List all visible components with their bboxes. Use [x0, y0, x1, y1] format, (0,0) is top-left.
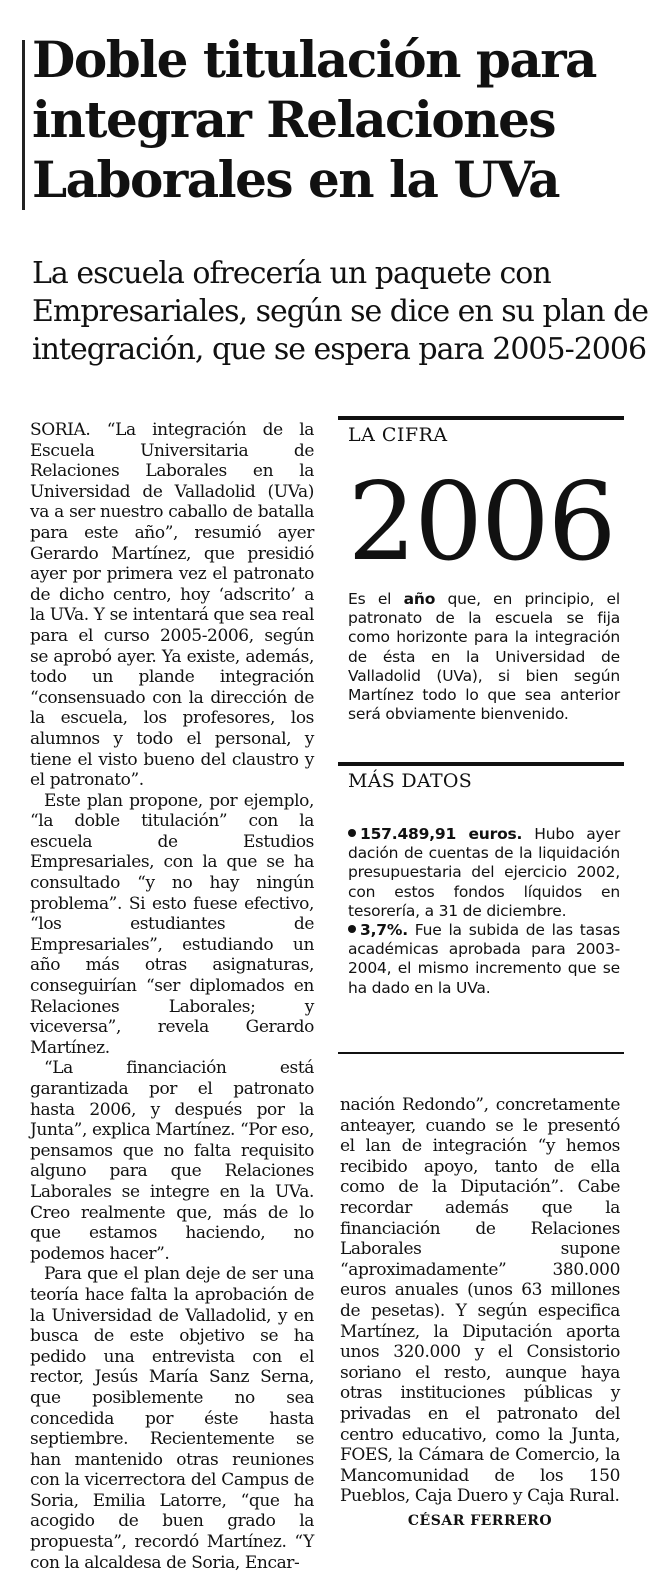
subheadline: [32, 255, 648, 369]
headline-line: integrar Relaciones: [32, 90, 556, 149]
datos-label: MÁS DATOS: [348, 770, 473, 792]
article-column-2: [340, 1095, 620, 1515]
bullet-icon: [348, 925, 356, 933]
sidebar-bottom-rule: [338, 1052, 624, 1054]
headline-line: Doble titulación para: [32, 30, 596, 89]
sidebar-top-rule: [338, 416, 624, 420]
datos-item-bold: 3,7%.: [360, 921, 408, 940]
cifra-lead: Es el: [348, 590, 404, 608]
headline-left-rule: [22, 40, 25, 210]
cifra-bold: año: [403, 590, 436, 608]
subheadline-line: Empresariales, según se dice en su plan de: [32, 294, 648, 329]
headline-line: Laborales en la UVa: [32, 150, 560, 209]
subheadline-line: La escuela ofrecería un paquete con: [32, 256, 551, 291]
article-continuation: nación Redondo”, concretamente anteayer, cuando se le presentó el lan de integración “y hemos recibido apoyo, tanto de ella como de la Diputación”. Cabe recordar además que la financiación de Relaciones Laborales supone “aproximadamente” 380.000 euros anuales (unos 63 millones de pesetas). Y según especifica Martínez, la Diputación aporta unos 320.000 y el Consistorio soriano el resto, aunque haya otras instituciones públicas y privadas en el patronato del centro educativo, como la Junta, FOES, la Cámara de Comercio, la Mancomunidad de los 150 Pueblos, Caja Duero y Caja Rural.: [340, 1095, 620, 1507]
datos-item: [348, 921, 620, 998]
article-paragraph: SORIA. “La integración de la Escuela Universitaria de Relaciones Laborales en la Universidad de Valladolid (UVa) va a ser nuestro caballo de batalla para este año”, resumió ayer Gerardo Martínez, que presidió ayer por primera vez el patronato de dicho centro, hoy ‘adscrito’ a la UVa. Y se intentará que sea real para el curso 2005-2006, según se aprobó ayer. Ya existe, además, todo un plande integración “consensuado con la dirección de la escuela, los profesores, los alumnos y todo el personal, y tiene el visto bueno del claustro y el patronato”.: [30, 420, 315, 791]
article-paragraph: Este plan propone, por ejemplo, “la doble titulación” con la escuela de Estudios Empresariales, con la que se ha consultado “y no hay ningún problema”. Si esto fuese efectivo, “los estudiantes de Empresariales”, estudiando un año más otras asignaturas, conseguirían “ser diplomados en Relaciones Laborales; y viceversa”, revela Gerardo Martínez.: [30, 790, 314, 1058]
cifra-description: [348, 590, 620, 724]
article-column-1: [30, 420, 315, 1573]
cifra-label: LA CIFRA: [348, 424, 448, 446]
cifra-number: 2006: [347, 460, 615, 585]
article-paragraph: Para que el plan deje de ser una teoría hace falta la aprobación de la Universidad de Valladolid, y en busca de este objetivo se ha pedido una entrevista con el rector, Jesús María Sanz Serna, que posiblemente no sea concedida por éste hasta septiembre. Recientemente se han mantenido otras reuniones con la vicerrectora del Campus de Soria, Emilia Latorre, “que ha acogido de buen grado la propuesta”, recordó Martínez. “Y con la alcaldesa de Soria, Encar-: [30, 1264, 314, 1573]
sidebar-mid-rule: [338, 762, 624, 766]
datos-list: [348, 825, 620, 998]
datos-item: [348, 825, 620, 921]
subheadline-line: integración, que se espera para 2005-2006: [32, 332, 647, 367]
bullet-icon: [348, 829, 356, 837]
datos-item-text: Fue la subida de las tasas académicas aprobada para 2003-2004, el mismo incremento que se ha dado en la UVa.: [348, 921, 620, 997]
headline: [32, 30, 632, 210]
author-signature: CÉSAR FERRERO: [407, 1513, 553, 1529]
datos-item-bold: 157.489,91 euros.: [360, 825, 523, 843]
datos-item-text: Hubo ayer dación de cuentas de la liquidación presupuestaria del ejercicio 2002, con estos fondos líquidos en tesorería, a 31 de diciembre.: [348, 825, 620, 920]
cifra-text: que, en principio, el patronato de la escuela se fija como horizonte para la integración de ésta en la Universidad de Valladolid (UVa), si bien según Martínez todo lo que sea anterior será obviamente bienvenido.: [348, 590, 620, 724]
article-paragraph: “La financiación está garantizada por el patronato hasta 2006, y después por la Junta”, explica Martínez. “Por eso, pensamos que no falta requisito alguno para que Relaciones Laborales se integre en la UVa. Creo realmente que, más de lo que estamos haciendo, no podemos hacer”.: [30, 1058, 314, 1264]
